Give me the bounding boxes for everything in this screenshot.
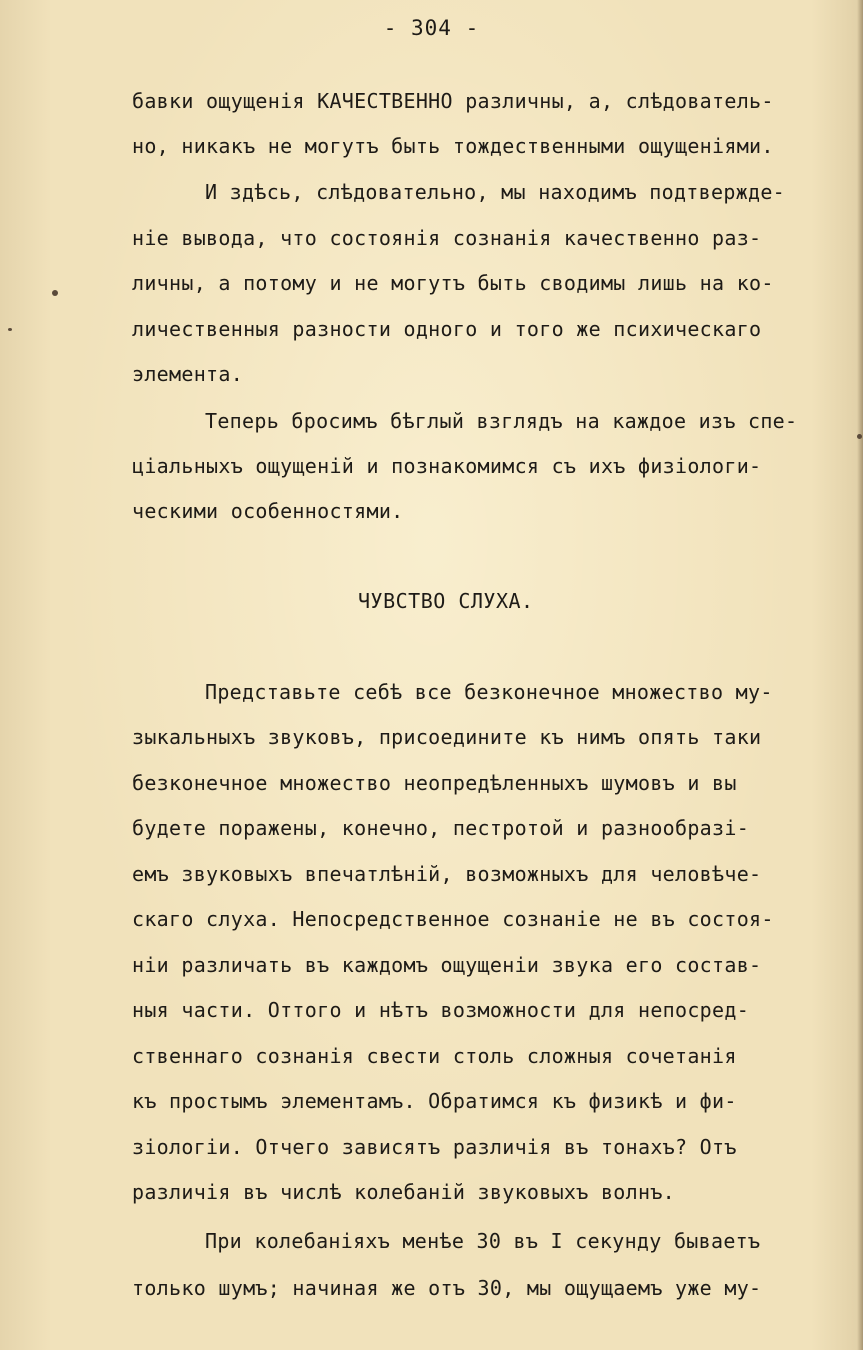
text-line: И здѣсь, слѣдовательно, мы находимъ подтвержде- <box>205 180 786 204</box>
text-line: бавки ощущенія КАЧЕСТВЕННО различны, а, слѣдователь- <box>132 89 774 113</box>
text-line: ственнаго сознанія свести столь сложныя сочетанія <box>132 1044 737 1068</box>
text-line: къ простымъ элементамъ. Обратимся къ физикѣ и фи- <box>132 1089 737 1113</box>
text-line: личны, а потому и не могутъ быть сводимы лишь на ко- <box>132 271 774 295</box>
text-line: скаго слуха. Непосредственное сознаніе не въ состоя- <box>132 907 774 931</box>
text-line: При колебаніяхъ менѣе 30 въ I секунду бываетъ <box>205 1229 761 1253</box>
text-line: различія въ числѣ колебаній звуковыхъ волнъ. <box>132 1180 676 1204</box>
text-line: ческими особенностями. <box>132 499 404 523</box>
text-line: зыкальныхъ звуковъ, присоедините къ нимъ опять таки <box>132 725 762 749</box>
text-line: элемента. <box>132 362 244 386</box>
text-line: безконечное множество неопредѣленныхъ шумовъ и вы <box>132 771 737 795</box>
text-line: ніи различать въ каждомъ ощущеніи звука его состав- <box>132 953 762 977</box>
page-edge-shadow <box>857 0 863 1350</box>
text-line: емъ звуковыхъ впечатлѣній, возможныхъ для человѣче- <box>132 862 762 886</box>
text-line: ныя части. Оттого и нѣтъ возможности для непосред- <box>132 998 750 1022</box>
text-line: ціальныхъ ощущеній и познакомимся съ ихъ физіологи- <box>132 454 762 478</box>
text-line: Теперь бросимъ бѣглый взглядъ на каждое изъ спе- <box>205 409 798 433</box>
text-line: будете поражены, конечно, пестротой и разнообразі- <box>132 816 750 840</box>
text-line: только шумъ; начиная же отъ 30, мы ощущаемъ уже му- <box>132 1276 762 1300</box>
ink-speck <box>8 328 12 331</box>
text-line: Представьте себѣ все безконечное множество му- <box>205 680 773 704</box>
ink-speck <box>857 434 862 439</box>
text-line: но, никакъ не могутъ быть тождественными ощущеніями. <box>132 134 774 158</box>
text-line: ніе вывода, что состоянія сознанія качественно раз- <box>132 226 762 250</box>
text-line: личественныя разности одного и того же психическаго <box>132 317 762 341</box>
ink-speck <box>52 290 58 296</box>
page-number: - 304 - <box>383 16 480 40</box>
text-line: зіологіи. Отчего зависятъ различія въ тонахъ? Отъ <box>132 1135 737 1159</box>
section-heading: ЧУВСТВО СЛУХА. <box>358 589 534 613</box>
